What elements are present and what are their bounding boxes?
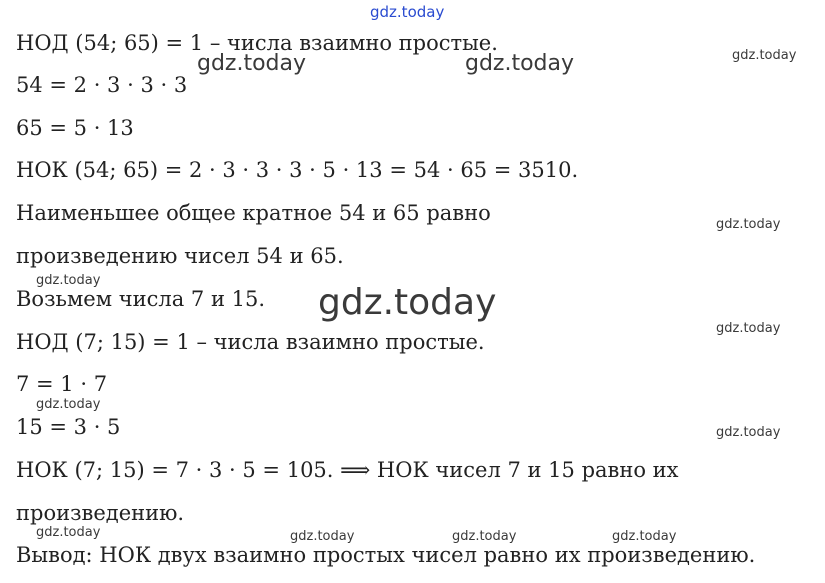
text-line-lcm-statement-cont: произведению чисел 54 и 65. [16, 244, 344, 268]
watermark: gdz.today [612, 529, 677, 544]
watermark: gdz.today [36, 273, 101, 288]
watermark-large: gdz.today [318, 282, 497, 323]
text-line-lcm-54-65: НОК (54; 65) = 2 · 3 · 3 · 3 · 5 · 13 = 54 · 65 = 3510. [16, 158, 579, 182]
watermark: gdz.today [452, 529, 517, 544]
watermark: gdz.today [716, 425, 781, 440]
text-line-factor-7: 7 = 1 · 7 [16, 372, 108, 396]
watermark-top: gdz.today [370, 3, 445, 21]
watermark: gdz.today [36, 397, 101, 412]
text-line-factor-15: 15 = 3 · 5 [16, 415, 121, 439]
text-line-factor-65: 65 = 5 · 13 [16, 116, 134, 140]
watermark: gdz.today [290, 529, 355, 544]
text-line-lcm-7-15-cont: произведению. [16, 501, 185, 525]
text-line-conclusion: Вывод: НОК двух взаимно простых чисел равно их произведению. [16, 543, 756, 567]
text-line-gcd-7-15: НОД (7; 15) = 1 – числа взаимно простые. [16, 330, 485, 354]
text-line-lcm-7-15: НОК (7; 15) = 7 · 3 · 5 = 105. ⟹ НОК чисел 7 и 15 равно их [16, 458, 679, 482]
watermark: gdz.today [36, 525, 101, 540]
watermark: gdz.today [716, 321, 781, 336]
watermark: gdz.today [732, 48, 797, 63]
text-line-take-numbers: Возьмем числа 7 и 15. [16, 287, 266, 311]
watermark: gdz.today [197, 51, 307, 76]
text-line-lcm-statement: Наименьшее общее кратное 54 и 65 равно [16, 201, 491, 225]
text-line-gcd-54-65: НОД (54; 65) = 1 – числа взаимно простые. [16, 31, 498, 55]
watermark: gdz.today [716, 217, 781, 232]
text-line-factor-54: 54 = 2 · 3 · 3 · 3 [16, 73, 188, 97]
watermark: gdz.today [465, 51, 575, 76]
